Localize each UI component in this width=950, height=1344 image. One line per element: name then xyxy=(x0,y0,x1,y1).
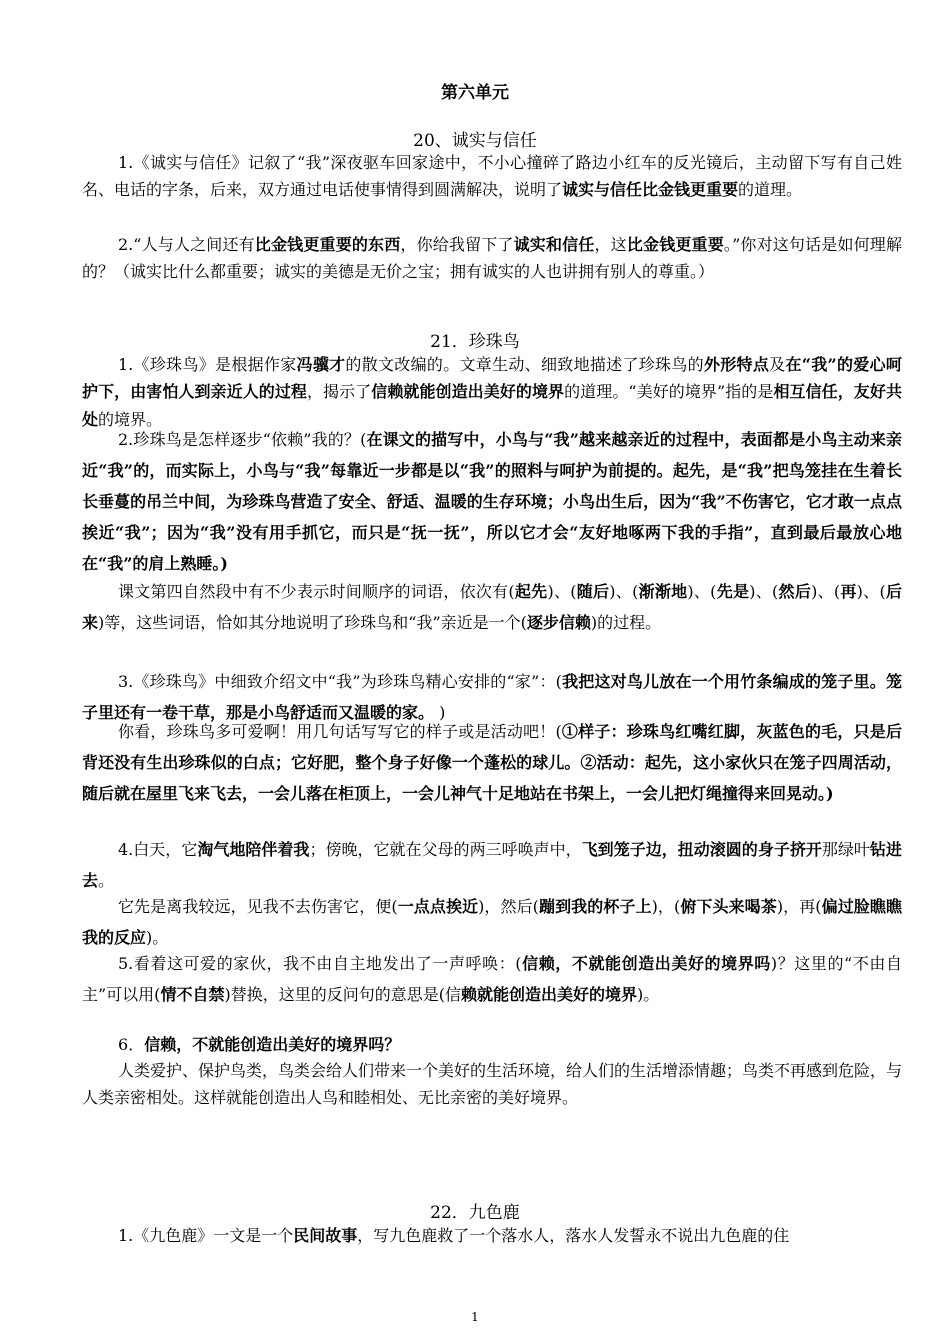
paragraph xyxy=(82,891,902,953)
text-run: 及 xyxy=(769,355,786,374)
text-run: 。 xyxy=(98,871,115,890)
bold-text: 在“我”的爱心呵护下，由害怕人到亲近人的过程 xyxy=(82,355,902,402)
text-run: )。 xyxy=(636,985,660,1004)
paragraph xyxy=(82,1057,902,1112)
text-run: 你看，珍珠鸟多可爱啊！用几句话写写它的样子或是活动吧！( xyxy=(118,722,562,741)
text-run: )。 xyxy=(146,928,169,947)
paragraph xyxy=(82,576,902,638)
text-run: )、( xyxy=(856,582,886,601)
bold-text: 钻进去 xyxy=(82,840,902,890)
text-run: 的散文改编的。文章生动、细致地描述了珍珠鸟的 xyxy=(345,355,704,374)
text-run: 1.《诚实与信任》记叙了“我”深夜驱车回家途中，不小心撞碎了路边小红车的反光镜后，主动留下写有自己姓名、电话的字条，后来，双方通过电话使事情得到圆满解决，说明了 xyxy=(82,153,902,200)
text-run: 1.《九色鹿》一文是一个 xyxy=(118,1226,294,1245)
lesson-title-20: 20、诚实与信任 xyxy=(413,131,537,151)
unit-title: 第六单元 xyxy=(441,83,509,103)
bold-text: 一点点挨近 xyxy=(397,897,479,916)
text-run: ，写九色鹿救了一个落水人，落水人发誓永不说出九色鹿的住 xyxy=(357,1226,790,1245)
text-run: ，你给我留下了 xyxy=(400,235,514,254)
bold-text: 情不自禁 xyxy=(160,985,225,1004)
paragraph xyxy=(82,716,902,809)
bold-text: 冯骥才 xyxy=(296,355,346,374)
paragraph xyxy=(82,1222,902,1249)
bold-text: 蹦到我的杯子上 xyxy=(538,897,652,916)
text-run: ) xyxy=(434,703,446,722)
paragraph xyxy=(82,149,902,204)
text-run: 3.《珍珠鸟》中细致介绍文中“我”为珍珠鸟精心安排的“家”：( xyxy=(118,672,562,691)
text-run: )、( xyxy=(547,582,577,601)
bold-text: 再 xyxy=(840,582,857,601)
bold-text: 偏过脸瞧瞧我的反应 xyxy=(82,897,902,947)
text-run: )替换，这里的反问句的意思是(信 xyxy=(224,985,461,1004)
bold-text: 起先 xyxy=(514,582,548,601)
bold-text: 飞到笼子边，扭动滚圆的身子挤开 xyxy=(581,840,822,859)
text-run: 2.珍珠鸟是怎样逐步“依赖”我的？( xyxy=(118,430,367,449)
text-run: )，然后( xyxy=(478,897,539,916)
text-run: 4.白天，它 xyxy=(118,840,198,859)
bold-text: 诚实和信任 xyxy=(513,235,595,254)
paragraph xyxy=(82,424,902,579)
text-run: )、( xyxy=(687,582,717,601)
text-run: )、( xyxy=(749,582,779,601)
text-run: 。”你对这句话是如何理解的？（诚实比什么都重要；诚实的美德是无价之宝；拥有诚实的人也讲拥有别人的尊重。） xyxy=(82,235,902,282)
bold-text: 渐渐地 xyxy=(638,582,688,601)
bold-text: 我把这对鸟儿放在一个用竹条编成的笼子里。笼子里还有一卷干草，那是小鸟舒适而又温暖的家。 xyxy=(82,672,902,722)
text-run: )、( xyxy=(609,582,639,601)
bold-text: 后来 xyxy=(82,582,902,632)
bold-text: 先是 xyxy=(716,582,750,601)
bold-text: 随后 xyxy=(576,582,610,601)
text-run: 它先是离我较远，见我不去伤害它，便( xyxy=(118,897,398,916)
text-run: )，再( xyxy=(776,897,822,916)
text-run: )，( xyxy=(651,897,681,916)
text-run: 1.《珍珠鸟》是根据作家 xyxy=(118,355,297,374)
lesson-title-21: 21．珍珠鸟 xyxy=(430,332,520,352)
paragraph xyxy=(82,231,902,286)
bold-text: 然后 xyxy=(778,582,812,601)
paragraph xyxy=(82,351,902,433)
text-run: 课文第四自然段中有不少表示时间顺序的词语，依次有( xyxy=(118,582,515,601)
text-run: )、( xyxy=(811,582,841,601)
paragraph xyxy=(82,948,902,1010)
bold-text: 外形特点 xyxy=(703,355,770,374)
bold-text: 民间故事 xyxy=(293,1226,358,1245)
paragraph xyxy=(82,1031,902,1058)
text-run: 的境界。 xyxy=(98,409,163,429)
text-run: 那绿叶 xyxy=(821,840,870,859)
text-run: )等，这些词语，恰如其分地说明了珍珠鸟和“我”亲近是一个( xyxy=(98,613,527,632)
bold-text: 淘气地陪伴着我 xyxy=(197,840,310,859)
text-run: ，揭示了 xyxy=(306,382,372,402)
text-run: )的过程。 xyxy=(590,613,662,632)
text-run: )？这里的“不由自主”可以用( xyxy=(82,954,902,1004)
text-run: 人类爱护、保护鸟类，鸟类会给人们带来一个美好的生活环境，给人们的生活增添情趣；鸟类不再感到危险，与人类亲密相处。这样就能创造出人鸟和睦相处、无比亲密的美好境界。 xyxy=(82,1061,903,1108)
lesson-title-22: 22．九色鹿 xyxy=(430,1203,520,1223)
bold-text: 逐步信赖 xyxy=(526,613,591,632)
text-run: 5.看着这可爱的家伙，我不由自主地发出了一声呼唤：( xyxy=(118,954,522,973)
bold-text: 相互信任，友好共处 xyxy=(82,382,902,429)
bold-text: 赖就能创造出美好的境界 xyxy=(460,985,637,1004)
text-run: ；傍晚，它就在父母的两三呼唤声中， xyxy=(309,840,582,859)
bold-text: ①样子：珍珠鸟红嘴红脚，灰蓝色的毛，只是后背还没有生出珍珠似的白点；它好肥，整个身子好像一个蓬松的球儿。②活动：起先，这小家伙只在笼子四周活动，随后就在屋里飞来飞去，一会儿落在柜顶上，一会儿神气十足地站在书架上，一会儿把灯绳撞得来回晃动。) xyxy=(82,722,902,803)
text-run: ，这 xyxy=(594,235,627,254)
text-run: 的道理。“美好的境界”指的是 xyxy=(564,382,774,402)
page-number: 1 xyxy=(471,1310,479,1324)
paragraph xyxy=(82,834,902,896)
text-run: 2.“人与人之间还有 xyxy=(118,235,255,254)
bold-text: 俯下头来喝茶 xyxy=(680,897,777,916)
bold-text: 在课文的描写中，小鸟与“我”越来越亲近的过程中，表面都是小鸟主动来亲近“我”的，而实际上，小鸟与“我”每靠近一步都是以“我”的照料与呵护为前提的。起先，是“我”把鸟笼挂在生着长长垂蔓的吊兰中间，为珍珠鸟营造了安全、舒适、温暖的生存环境；小鸟出生后，因为“我”不伤害它，它才敢一点点挨近“我”；因为“我”没有用手抓它，而只是“抚一抚”，所以它才会“友好地啄两下我的手指”，直到最后最放心地在“我”的肩上熟睡。) xyxy=(82,430,902,573)
bold-text: 信赖，不就能创造出美好的境界吗 xyxy=(521,954,771,973)
bold-text: 比金钱更重要的东西 xyxy=(254,235,401,254)
bold-text: 信赖就能创造出美好的境界 xyxy=(371,382,565,402)
bold-text: 诚实与信任比金钱更重要 xyxy=(562,180,739,200)
bold-text: 信赖，不就能创造出美好的境界吗？ xyxy=(144,1035,401,1054)
text-run: 6． xyxy=(118,1035,145,1054)
text-run: 的道理。 xyxy=(738,180,803,200)
bold-text: 比金钱更重要 xyxy=(626,235,724,254)
